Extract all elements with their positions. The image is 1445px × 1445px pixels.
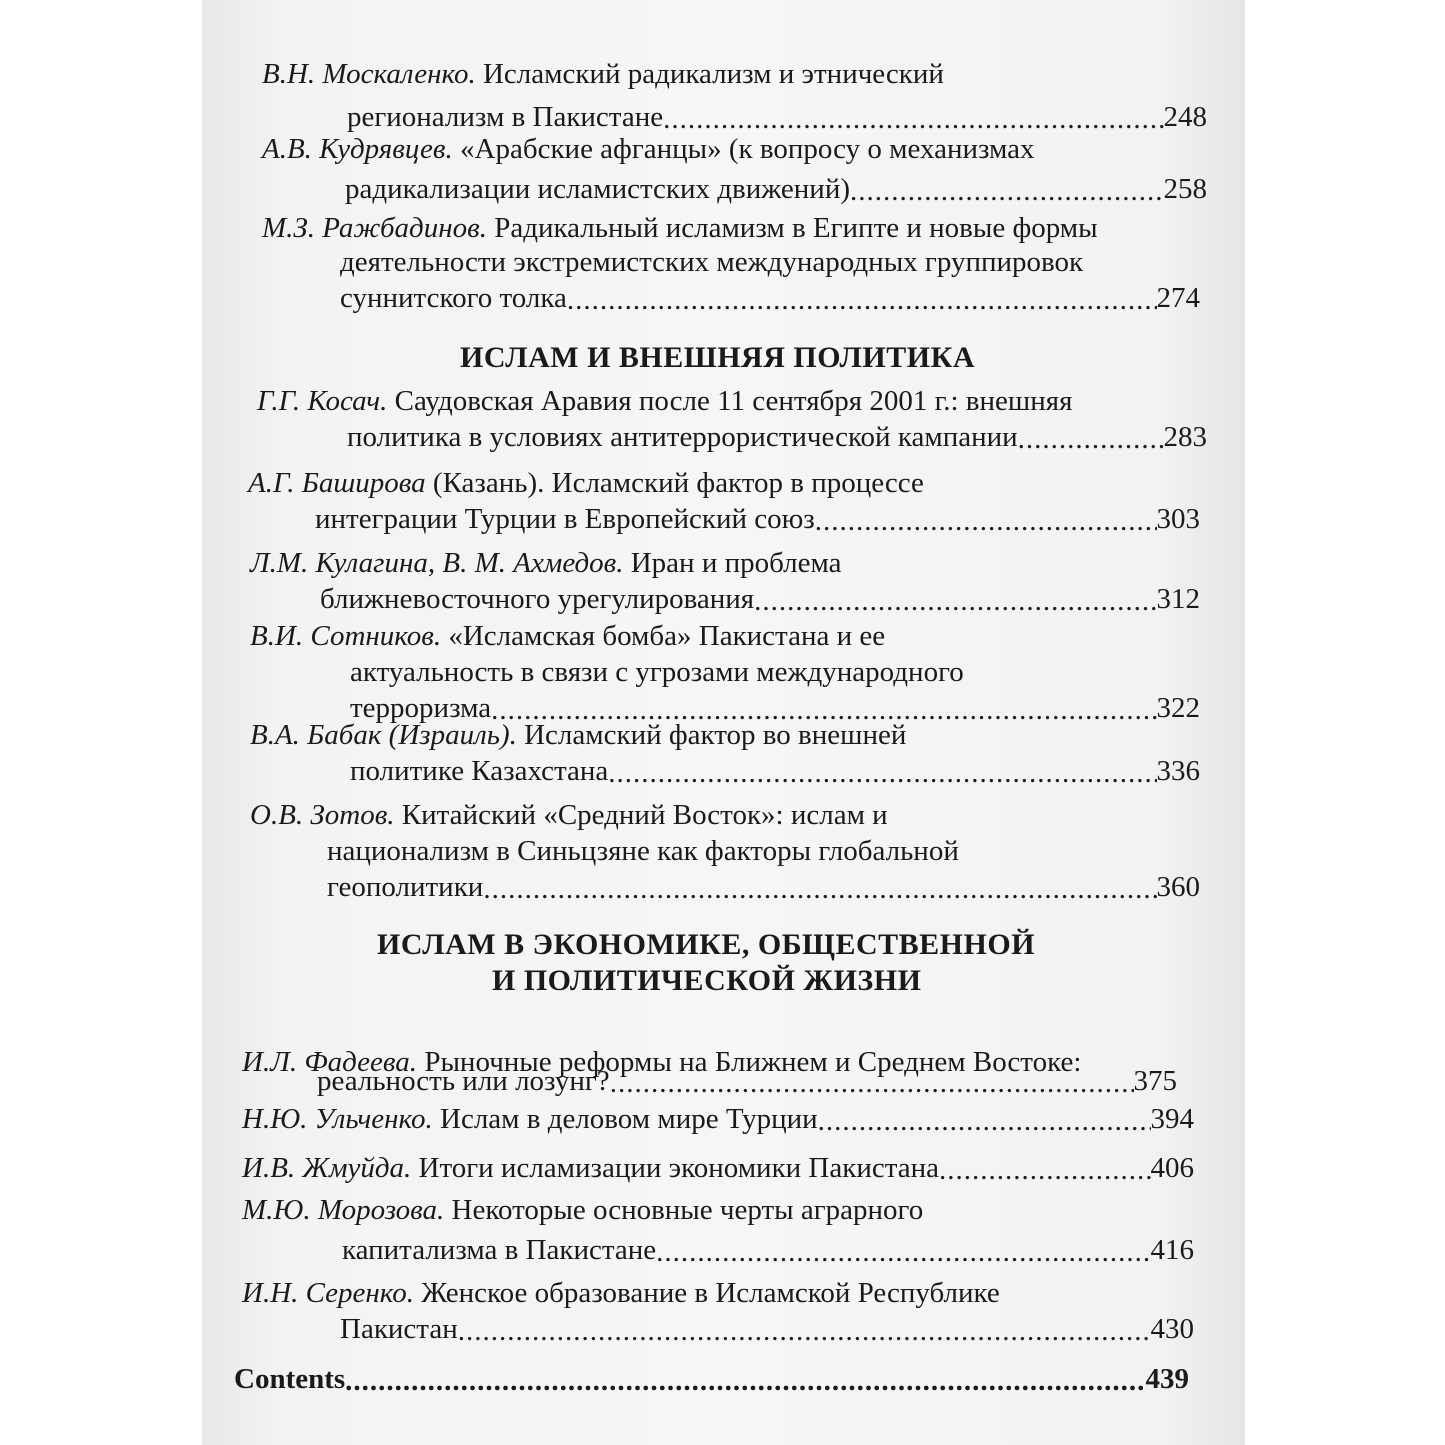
entry-author: Л.М. Кулагина, В. М. Ахмедов. [250,547,624,579]
entry-text [242,1101,818,1137]
leader-dots [656,1234,1150,1270]
page-number: 416 [1150,1234,1194,1266]
toc-entry[interactable] [242,1101,1194,1137]
entry-author: Г.Г. Косач. [257,385,388,417]
leader-dots [818,1103,1151,1139]
page-number: 430 [1150,1313,1194,1345]
page-number: 248 [1163,101,1207,133]
entry-title-continued: реальность или лозунг? [317,1065,610,1097]
entry-title: Исламский фактор во внешней [524,719,907,751]
page-number: 258 [1163,173,1207,205]
entry-author: И.В. Жмуйда. [242,1152,412,1184]
entry-continuation [342,1232,1194,1268]
entry-title-continued: радикализации исламистских движений) [345,173,850,205]
entry-title: Рыночные реформы на Ближнем и Среднем Востоке: [424,1046,1082,1078]
leader-dots [458,1313,1151,1349]
entry-title-continued: суннитского толка [340,282,567,314]
leader-dots [610,1065,1134,1101]
section-heading: ИСЛАМ И ВНЕШНЯЯ ПОЛИТИКА [460,341,976,374]
page-number: 360 [1156,871,1200,903]
table-of-contents [202,0,1245,1445]
section-heading: И ПОЛИТИЧЕСКОЙ ЖИЗНИ [492,964,922,997]
toc-entry[interactable] [262,56,944,92]
entry-title: Китайский «Средний Восток»: ислам и [401,799,888,831]
entry-title-continued: интеграции Турции в Европейский союз [315,503,815,535]
entry-continuation [315,501,1200,537]
entry-title: Женское образование в Исламской Республике [421,1277,1000,1309]
entry-title-continued: политике Казахстана [350,755,609,787]
entry-author: И.Л. Фадеева. [242,1046,418,1078]
entry-title-continued: терроризма [350,692,492,724]
entry-title: Радикальный исламизм в Египте и новые формы [494,212,1098,244]
entry-continuation [350,654,1200,690]
entry-author: М.Ю. Морозова. [242,1194,445,1226]
section-heading: ИСЛАМ В ЭКОНОМИКЕ, ОБЩЕСТВЕННОЙ [377,928,1036,961]
entry-continuation [340,244,1200,280]
entry-continuation [320,581,1200,617]
page-number: 312 [1156,583,1200,615]
entry-title: Ислам в деловом мире Турции [440,1103,818,1135]
entry-author: В.И. Сотников. [250,620,442,652]
leader-dots [815,503,1157,539]
entry-continuation [327,833,1200,869]
entry-continuation [340,280,1200,316]
page-number: 439 [1145,1363,1189,1395]
toc-entry[interactable] [250,545,842,581]
entry-title-continued: актуальность в связи с угрозами международного [350,656,964,688]
page-number: 406 [1150,1152,1194,1184]
leader-dots [850,173,1164,209]
entry-author: В.Н. Москаленко. [262,58,476,90]
page-number: 274 [1156,282,1200,314]
entry-author: Н.Ю. Ульченко. [242,1103,433,1135]
toc-entry[interactable] [242,1275,1000,1311]
contents-entry[interactable] [234,1361,1189,1397]
page-number: 322 [1156,692,1200,724]
entry-author: И.Н. Серенко. [242,1277,415,1309]
entry-continuation [317,1063,1177,1099]
entry-continuation [347,419,1207,455]
leader-dots [345,1363,1145,1399]
entry-author: М.З. Ражбадинов. [262,212,487,244]
leader-dots [608,755,1156,791]
page-number: 375 [1133,1065,1177,1097]
entry-title: Некоторые основные черты аграрного [451,1194,924,1226]
toc-entry[interactable] [248,465,924,501]
page-number: 336 [1156,755,1200,787]
entry-author: В.А. Бабак (Израиль). [250,719,517,751]
contents-label: Contents [234,1363,346,1395]
entry-author: А.Г. Баширова [248,467,426,499]
entry-author: А.В. Кудрявцев. [262,133,453,165]
entry-title: «Арабские афганцы» (к вопросу о механизмах [460,133,1035,165]
book-page [202,0,1245,1445]
page-number: 303 [1156,503,1200,535]
entry-title-continued: деятельности экстремистских международных группировок [340,246,1084,278]
entry-title-continued: ближневосточного урегулирования [320,583,755,615]
entry-continuation [345,171,1207,207]
entry-title: Саудовская Аравия после 11 сентября 2001 г.: внешняя [394,385,1073,417]
leader-dots [939,1152,1150,1188]
entry-continuation [340,1311,1194,1347]
entry-title: Иран и проблема [630,547,842,579]
entry-author: О.В. Зотов. [250,799,395,831]
toc-entry[interactable] [262,210,1098,246]
entry-continuation [350,753,1200,789]
entry-title: «Исламская бомба» Пакистана и ее [448,620,886,652]
entry-text [242,1150,939,1186]
entry-title: Итоги исламизации экономики Пакистана [418,1152,940,1184]
toc-entry[interactable] [250,618,885,654]
leader-dots [754,583,1156,619]
entry-continuation [327,869,1200,905]
toc-entry[interactable] [250,717,906,753]
leader-dots [567,282,1157,318]
toc-entry[interactable] [257,383,1072,419]
entry-title-continued: капитализма в Пакистане [342,1234,657,1266]
toc-entry[interactable] [250,797,888,833]
entry-title-continued: национализм в Синьцзяне как факторы глобальной [327,835,959,867]
leader-dots [483,871,1156,907]
entry-title: (Казань). Исламский фактор в процессе [432,467,924,499]
entry-title-continued: регионализм в Пакистане [347,101,664,133]
toc-entry[interactable] [242,1192,923,1228]
entry-title-continued: политика в условиях антитеррористической кампании [347,421,1018,453]
entry-title-continued: геополитики [327,871,484,903]
entry-title-continued: Пакистан [340,1313,458,1345]
entry-title: Исламский радикализм и этнический [482,58,944,90]
toc-entry[interactable] [262,131,1035,167]
page-number: 283 [1163,421,1207,453]
entry-continuation [347,99,1207,135]
leader-dots [1018,421,1164,457]
toc-entry[interactable] [242,1150,1194,1186]
page-number: 394 [1150,1103,1194,1135]
